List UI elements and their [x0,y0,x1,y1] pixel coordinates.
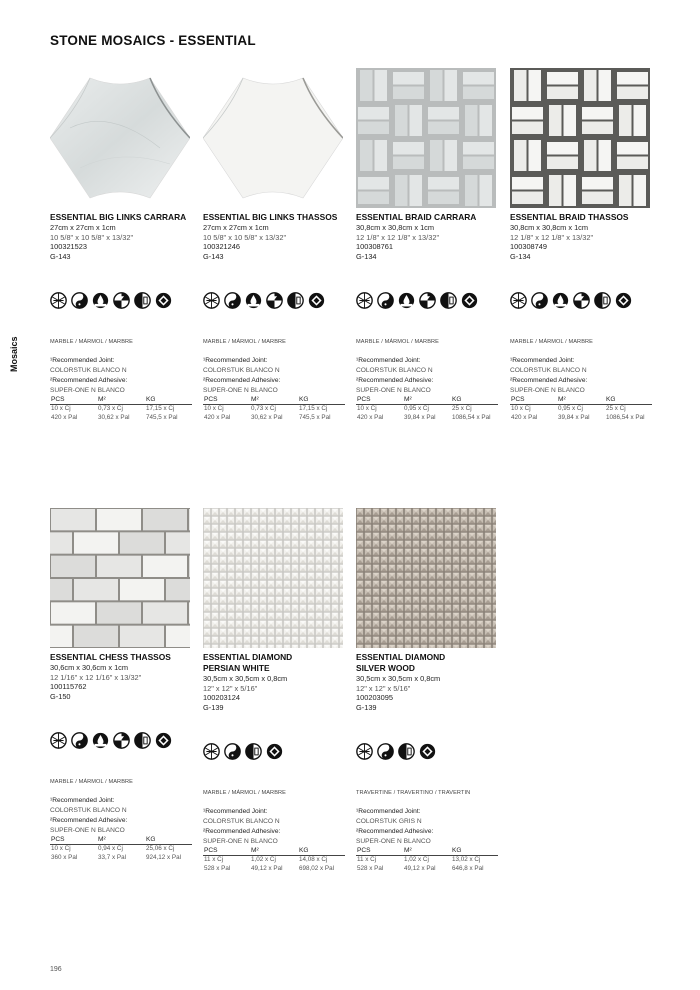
technical-icons [203,743,283,760]
size-inches: 10 5/8" x 10 5/8" x 13/32" [50,232,134,242]
table-row [203,856,345,865]
size-inches: 12 1/8" x 12 1/8" x 13/32" [356,232,440,242]
size-inches: 12 1/16" x 12 1/16" x 13/32" [50,672,142,682]
product-code: 100321246 [203,242,240,252]
kg-header: KG [452,847,462,854]
packaging-table [50,396,192,422]
size-cm: 30,8cm x 30,8cm x 1cm [510,223,589,232]
product-name: ESSENTIAL BRAID THASSOS [510,212,629,222]
product-code: 100203095 [356,693,393,703]
size-cm: 30,6cm x 30,6cm x 1cm [50,663,129,672]
slip-resistance-icon [224,292,241,309]
kg-header: KG [146,836,156,843]
floor-icon [398,743,415,760]
recommendations [356,807,433,847]
kg-box: 14,08 x Cj [299,856,328,863]
adhesive-label: ²Recommended Adhesive: [50,817,128,824]
pcs-header: PCS [357,396,371,403]
product-group: G-143 [50,251,71,261]
packaging-table [356,396,498,422]
material-type: MARBLE / MÁRMOL / MARBRE [50,339,134,345]
table-row [356,405,498,414]
table-row [50,414,192,423]
size-inches: 10 5/8" x 10 5/8" x 13/32" [203,232,287,242]
slip-resistance-icon [377,292,394,309]
water-absorption-icon [92,732,109,749]
joint-value: COLORSTUK BLANCO N [356,367,433,374]
shine-icon [461,292,478,309]
kg-pallet: 745,5 x Pal [146,413,178,421]
m2-pallet: 39,84 x Pal [404,413,436,421]
adhesive-value: SUPER-ONE N BLANCO [356,387,431,394]
page-title: STONE MOSAICS - ESSENTIAL [50,33,256,48]
m2-header: M² [404,847,412,854]
slip-resistance-icon [377,743,394,760]
kg-header: KG [299,396,309,403]
slip-resistance-icon [71,732,88,749]
product-name-line2: PERSIAN WHITE [203,663,270,673]
product-name: ESSENTIAL BIG LINKS CARRARA [50,212,187,222]
m2-header: M² [98,396,106,403]
m2-pallet: 49,12 x Pal [404,864,436,872]
kg-header: KG [146,396,156,403]
joint-label: ¹Recommended Joint: [203,357,268,364]
floor-icon [440,292,457,309]
wall-icon [266,292,283,309]
m2-pallet: 49,12 x Pal [251,864,283,872]
pcs-pallet: 360 x Pal [51,853,78,861]
joint-label: ¹Recommended Joint: [50,797,115,804]
kg-box: 25 x Cj [606,405,626,412]
table-row [356,856,498,865]
water-absorption-icon [245,292,262,309]
frost-resistance-icon [50,732,67,749]
product-card [510,68,652,421]
joint-label: ¹Recommended Joint: [510,357,575,364]
recommendations [50,356,127,396]
m2-box: 1,02 x Cj [404,856,429,863]
packaging-table [50,836,192,862]
tile-image [203,68,343,208]
water-absorption-icon [92,292,109,309]
m2-box: 0,94 x Cj [98,845,123,852]
material-type: TRAVERTINE / TRAVERTINO / TRAVERTIN [356,790,471,796]
frost-resistance-icon [203,743,220,760]
pcs-header: PCS [51,396,65,403]
adhesive-label: ²Recommended Adhesive: [203,377,281,384]
wall-icon [419,292,436,309]
kg-header: KG [606,396,616,403]
water-absorption-icon [552,292,569,309]
kg-box: 17,15 x Cj [299,405,328,412]
page-number: 196 [50,966,62,973]
size-inches: 12 1/8" x 12 1/8" x 13/32" [510,232,594,242]
floor-icon [245,743,262,760]
joint-value: COLORSTUK BLANCO N [50,367,127,374]
product-code: 100308761 [356,242,393,252]
m2-pallet: 33,7 x Pal [98,853,127,861]
pcs-box: 11 x Cj [357,856,377,863]
product-card [356,508,498,872]
pcs-header: PCS [357,847,371,854]
product-group: G-139 [356,702,377,712]
m2-header: M² [251,396,259,403]
size-inches: 12" x 12" x 5/16" [203,683,258,693]
pcs-box: 10 x Cj [51,405,71,412]
kg-box: 25 x Cj [452,405,472,412]
product-group: G-150 [50,691,71,701]
pcs-pallet: 420 x Pal [51,413,78,421]
joint-label: ¹Recommended Joint: [203,808,268,815]
m2-header: M² [558,396,566,403]
tile-image [50,68,190,208]
size-cm: 27cm x 27cm x 1cm [50,223,116,232]
adhesive-label: ²Recommended Adhesive: [356,828,434,835]
product-code: 100203124 [203,693,240,703]
recommendations [203,807,280,847]
adhesive-value: SUPER-ONE N BLANCO [203,838,278,845]
product-card [203,508,345,872]
m2-box: 1,02 x Cj [251,856,276,863]
product-card [50,68,192,421]
adhesive-value: SUPER-ONE N BLANCO [50,387,125,394]
kg-header: KG [452,396,462,403]
table-row [356,414,498,423]
table-row [50,405,192,414]
frost-resistance-icon [356,743,373,760]
pcs-pallet: 528 x Pal [357,864,384,872]
joint-value: COLORSTUK BLANCO N [203,818,280,825]
table-row [356,865,498,874]
wall-icon [573,292,590,309]
tile-image [356,68,496,208]
product-name: ESSENTIAL BIG LINKS THASSOS [203,212,338,222]
floor-icon [287,292,304,309]
tile-image [356,508,496,648]
m2-box: 0,73 x Cj [251,405,276,412]
size-cm: 30,5cm x 30,5cm x 0,8cm [203,674,288,683]
adhesive-value: SUPER-ONE N BLANCO [356,838,431,845]
frost-resistance-icon [356,292,373,309]
size-cm: 30,5cm x 30,5cm x 0,8cm [356,674,441,683]
floor-icon [134,732,151,749]
frost-resistance-icon [510,292,527,309]
product-code: 100115762 [50,682,87,692]
kg-box: 17,15 x Cj [146,405,175,412]
table-row [203,405,345,414]
technical-icons [203,292,325,309]
m2-box: 0,95 x Cj [558,405,583,412]
packaging-table [510,396,652,422]
pcs-pallet: 420 x Pal [204,413,231,421]
pcs-box: 10 x Cj [51,845,71,852]
product-code: 100308749 [510,242,547,252]
pcs-pallet: 420 x Pal [511,413,538,421]
adhesive-label: ²Recommended Adhesive: [50,377,128,384]
technical-icons [356,743,436,760]
shine-icon [615,292,632,309]
kg-pallet: 1086,54 x Pal [606,413,645,421]
product-group: G-134 [510,251,531,261]
adhesive-value: SUPER-ONE N BLANCO [510,387,585,394]
pcs-header: PCS [204,396,218,403]
recommendations [50,796,127,836]
product-group: G-134 [356,251,377,261]
product-name: ESSENTIAL CHESS THASSOS [50,652,171,662]
pcs-box: 11 x Cj [204,856,224,863]
m2-pallet: 30,62 x Pal [98,413,130,421]
kg-pallet: 646,8 x Pal [452,864,484,872]
product-card [356,68,498,421]
pcs-box: 10 x Cj [511,405,531,412]
m2-pallet: 30,62 x Pal [251,413,283,421]
material-type: MARBLE / MÁRMOL / MARBRE [510,339,594,345]
product-name-line2: SILVER WOOD [356,663,415,673]
shine-icon [266,743,283,760]
technical-icons [510,292,632,309]
technical-icons [356,292,478,309]
m2-box: 0,95 x Cj [404,405,429,412]
table-row [510,414,652,423]
product-name: ESSENTIAL DIAMOND [356,652,446,662]
joint-value: COLORSTUK BLANCO N [203,367,280,374]
tile-image [203,508,343,648]
kg-pallet: 1086,54 x Pal [452,413,491,421]
material-type: MARBLE / MÁRMOL / MARBRE [356,339,440,345]
slip-resistance-icon [531,292,548,309]
frost-resistance-icon [203,292,220,309]
size-cm: 27cm x 27cm x 1cm [203,223,269,232]
adhesive-value: SUPER-ONE N BLANCO [50,827,125,834]
recommendations [356,356,433,396]
pcs-header: PCS [204,847,218,854]
pcs-header: PCS [511,396,525,403]
frost-resistance-icon [50,292,67,309]
adhesive-value: SUPER-ONE N BLANCO [203,387,278,394]
recommendations [510,356,587,396]
m2-pallet: 39,84 x Pal [558,413,590,421]
shine-icon [155,292,172,309]
product-card [50,508,192,861]
kg-pallet: 698,02 x Pal [299,864,335,872]
table-row [50,854,192,863]
m2-box: 0,73 x Cj [98,405,123,412]
kg-box: 25,06 x Cj [146,845,175,852]
material-type: MARBLE / MÁRMOL / MARBRE [203,339,287,345]
kg-pallet: 745,5 x Pal [299,413,331,421]
m2-header: M² [404,396,412,403]
table-row [510,405,652,414]
product-group: G-139 [203,702,224,712]
product-code: 100321523 [50,242,87,252]
technical-icons [50,292,172,309]
adhesive-label: ²Recommended Adhesive: [356,377,434,384]
joint-value: COLORSTUK GRIS N [356,818,422,825]
floor-icon [134,292,151,309]
pcs-pallet: 420 x Pal [357,413,384,421]
kg-header: KG [299,847,309,854]
tile-image [50,508,190,648]
slip-resistance-icon [71,292,88,309]
kg-pallet: 924,12 x Pal [146,853,182,861]
m2-header: M² [98,836,106,843]
floor-icon [594,292,611,309]
m2-header: M² [251,847,259,854]
pcs-box: 10 x Cj [357,405,377,412]
kg-box: 13,02 x Cj [452,856,481,863]
size-inches: 12" x 12" x 5/16" [356,683,411,693]
product-name: ESSENTIAL BRAID CARRARA [356,212,477,222]
product-name: ESSENTIAL DIAMOND [203,652,293,662]
wall-icon [113,732,130,749]
product-group: G-143 [203,251,224,261]
table-row [203,865,345,874]
packaging-table [356,847,498,873]
packaging-table [203,396,345,422]
adhesive-label: ²Recommended Adhesive: [203,828,281,835]
joint-label: ¹Recommended Joint: [356,357,421,364]
joint-value: COLORSTUK BLANCO N [50,807,127,814]
material-type: MARBLE / MÁRMOL / MARBRE [203,790,287,796]
material-type: MARBLE / MÁRMOL / MARBRE [50,779,134,785]
table-row [50,845,192,854]
tile-image [510,68,650,208]
shine-icon [419,743,436,760]
technical-icons [50,732,172,749]
packaging-table [203,847,345,873]
recommendations [203,356,280,396]
section-side-label: Mosaics [9,336,19,372]
size-cm: 30,8cm x 30,8cm x 1cm [356,223,435,232]
joint-value: COLORSTUK BLANCO N [510,367,587,374]
wall-icon [113,292,130,309]
table-row [203,414,345,423]
adhesive-label: ²Recommended Adhesive: [510,377,588,384]
product-card [203,68,345,421]
joint-label: ¹Recommended Joint: [356,808,421,815]
joint-label: ¹Recommended Joint: [50,357,115,364]
slip-resistance-icon [224,743,241,760]
water-absorption-icon [398,292,415,309]
pcs-pallet: 528 x Pal [204,864,231,872]
pcs-header: PCS [51,836,65,843]
pcs-box: 10 x Cj [204,405,224,412]
shine-icon [155,732,172,749]
shine-icon [308,292,325,309]
